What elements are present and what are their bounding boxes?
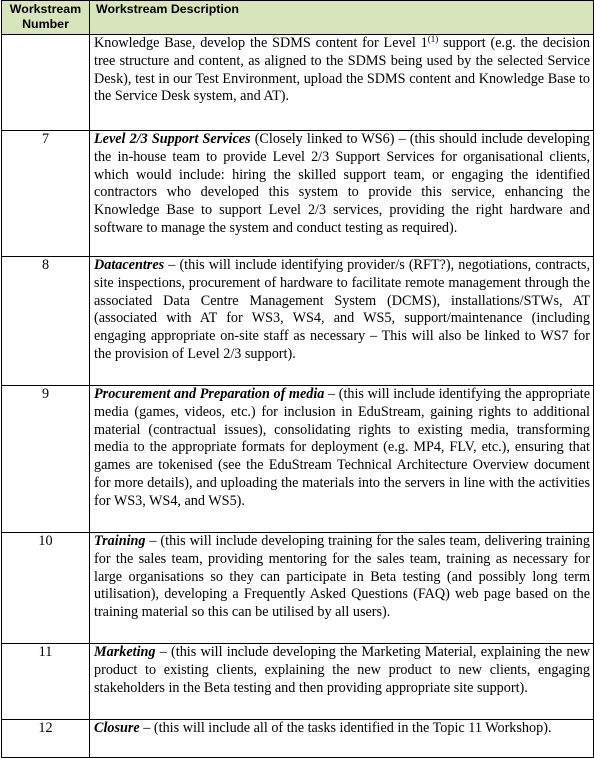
workstream-title: Level 2/3 Support Services (94, 131, 251, 147)
table-row (2, 131, 594, 257)
description-text: support (e.g. the decision tree structure and content, as aligned to the SDMS being used by the selected Service Desk), test in our Test Environment, upload the SDMS content and Knowledge Base to the Service Desk system, and AT). (94, 35, 590, 105)
table-row-continuation (2, 35, 594, 131)
workstream-title: Training (94, 533, 146, 549)
workstream-description (90, 644, 594, 720)
workstream-title: Closure (94, 720, 140, 736)
workstream-number: 7 (2, 131, 90, 257)
workstream-title: Procurement and Preparation of media (94, 386, 325, 402)
description-text: – (this will include identifying provider/s (RFT?), negotiations, contracts, site inspections, procurement of hardware to facilitate remote management through the associated Data Centre Management System (DCMS), installations/STWs, AT (associated with AT for WS3, WS4, and WS5, support/maintenance (including engaging appropriate on-site staff as necessary – This will also be linked to WS7 for the provision of Level 2/3 support). (94, 257, 590, 362)
description-text: – (this will include identifying the appropriate media (games, videos, etc.) for inclusion in EduStream, gaining rights to additional material (contractual issues), consolidating rights to existing media, transforming media to the appropriate formats for deployment (e.g. MP4, FLV, etc.), ensuring that games are tokenised (see the EduStream Technical Architecture Overview document for more details), and uploading the materials into the servers in line with the activities for WS3, WS4, and WS5). (94, 386, 590, 509)
header-workstream-number: Workstream Number (2, 1, 90, 35)
description-text: Knowledge Base, develop the SDMS content for Level 1 (94, 35, 428, 51)
workstream-number: 9 (2, 386, 90, 533)
workstream-number: 8 (2, 257, 90, 386)
table-row (2, 720, 594, 758)
workstream-description (90, 720, 594, 758)
workstream-table (1, 0, 594, 758)
workstream-description (90, 131, 594, 257)
workstream-title: Marketing (94, 644, 156, 660)
workstream-number: 10 (2, 533, 90, 644)
description-text: – (this will include developing the Marketing Material, explaining the new product to existing clients, explaining the new product to new clients, engaging stakeholders in the Beta testing and then providing appropriate site support). (94, 644, 590, 696)
workstream-title: Datacentres (94, 257, 165, 273)
workstream-number (2, 35, 90, 131)
workstream-description (90, 257, 594, 386)
table-row (2, 644, 594, 720)
table-header-row (2, 1, 594, 35)
table-row (2, 386, 594, 533)
footnote-marker: (1) (427, 34, 439, 44)
workstream-description (90, 533, 594, 644)
table-row (2, 533, 594, 644)
workstream-description (90, 35, 594, 131)
table-row (2, 257, 594, 386)
description-text: – (this will include all of the tasks identified in the Topic 11 Workshop). (139, 720, 552, 736)
workstream-number: 12 (2, 720, 90, 758)
workstream-number: 11 (2, 644, 90, 720)
description-text: – (this will include developing training for the sales team, delivering training for the sales team, providing mentoring for the sales team, training as necessary for large organisations so they can participate in Beta testing (and possibly long term utilisation), developing a Frequently Asked Questions (FAQ) web page based on the training material so this can be utilised by all users). (94, 533, 590, 621)
workstream-description (90, 386, 594, 533)
header-workstream-description: Workstream Description (90, 1, 594, 35)
description-text: (Closely linked to WS6) – (this should include developing the in-house team to provide Level 2/3 Support Services for organisational clients, which would include: hiring the skilled support team, or engaging the identified contractors who developed this system to provide this service, enhancing the Knowledge Base to support Level 2/3 services, providing the right hardware and software to manage the system and conduct testing as required). (94, 131, 591, 236)
